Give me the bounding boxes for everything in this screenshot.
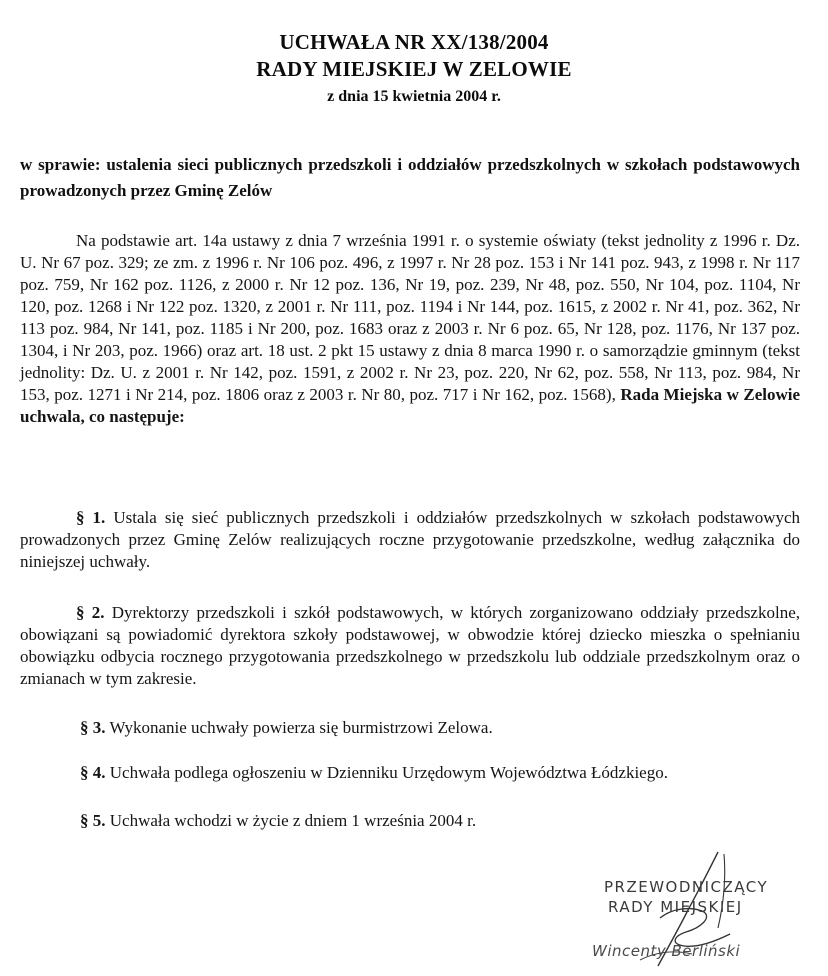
section-mark: § 2. bbox=[76, 603, 105, 622]
resolution-title: UCHWAŁA NR XX/138/2004 bbox=[279, 30, 549, 54]
resolution-subject: w sprawie: ustalenia sieci publicznych przedszkoli i oddziałów przedszkolnych w szkołach podstawowych prowadzonych przez Gminę Zelów bbox=[20, 155, 800, 200]
section-1 bbox=[20, 507, 800, 573]
section-text: Ustala się sieć publicznych przedszkoli i oddziałów przedszkolnych w szkołach podstawowych prowadzonych przez Gminę Zelów realizujących roczne przygotowanie przedszkolne, według załącznika do niniejszej uchwały. bbox=[20, 508, 801, 571]
section-5 bbox=[80, 810, 476, 832]
resolution-issuer: RADY MIEJSKIEJ W ZELOWIE bbox=[256, 57, 572, 81]
section-mark: § 5. bbox=[80, 811, 106, 830]
stamp-title: PRZEWODNICZĄCY bbox=[604, 878, 769, 896]
section-text: Uchwała wchodzi w życie z dniem 1 września 2004 r. bbox=[109, 811, 477, 830]
section-4 bbox=[80, 762, 668, 784]
section-mark: § 4. bbox=[80, 763, 106, 782]
section-text: Wykonanie uchwały powierza się burmistrzowi Zelowa. bbox=[109, 718, 493, 737]
section-text: Dyrektorzy przedszkoli i szkół podstawowych, w których zorganizowano oddziały przedszkolne, obowiązani są powiadomić dyrektora szkoły podstawowej, w obwodzie której dziecko mieszka o spełnianiu obowiązku odbycia rocznego przygotowania przedszkolnego w przedszkolu lub oddziale przedszkolnym oraz o zmianach w tym zakresie. bbox=[20, 603, 800, 688]
section-mark: § 1. bbox=[76, 508, 106, 527]
section-3 bbox=[80, 717, 493, 739]
stamp-signatory-name: Wincenty Berliński bbox=[592, 942, 741, 960]
resolution-date: z dnia 15 kwietnia 2004 r. bbox=[327, 88, 501, 105]
section-2 bbox=[20, 602, 800, 690]
section-text: Uchwała podlega ogłoszeniu w Dzienniku Urzędowym Województwa Łódzkiego. bbox=[109, 763, 668, 782]
section-mark: § 3. bbox=[80, 718, 106, 737]
legal-basis-text: Na podstawie art. 14a ustawy z dnia 7 września 1991 r. o systemie oświaty (tekst jednolity z 1996 r. Dz. U. Nr 67 poz. 329; ze zm. z 1996 r. Nr 106 poz. 496, z 1997 r. Nr 28 poz. 153 i Nr 141 poz. 943, z 1998 r. Nr 117 poz. 759, Nr 162 poz. 1126, z 2000 r. Nr 12 poz. 136, Nr 19, poz. 239, Nr 48, poz. 550, Nr 104, poz. 1104, Nr 120, poz. 1268 i Nr 122 poz. 1320, z 2001 r. Nr 111, poz. 1194 i Nr 144, poz. 1615, z 2002 r. Nr 41, poz. 362, Nr 113 poz. 984, Nr 141, poz. 1185 i Nr 200, poz. 1683 oraz z 2003 r. Nr 6 poz. 65, Nr 128, poz. 1176, Nr 137 poz. 1304, i Nr 203, poz. 1966) oraz art. 18 ust. 2 pkt 15 ustawy z dnia 8 marca 1990 r. o samorządzie gminnym (tekst jednolity: Dz. U. z 2001 r. Nr 142, poz. 1591, z 2002 r. Nr 23, poz. 220, Nr 62, poz. 558, Nr 113, poz. 984, Nr 153, poz. 1271 i Nr 214, poz. 1806 oraz z 2003 r. Nr 80, poz. 717 i Nr 162, poz. 1568), bbox=[20, 231, 800, 404]
stamp-council: RADY MIEJSKIEJ bbox=[608, 898, 743, 916]
legal-basis-paragraph bbox=[20, 230, 800, 428]
resolution-clause: Rada Miejska w Zelowie uchwala, co następuje: bbox=[20, 385, 801, 426]
